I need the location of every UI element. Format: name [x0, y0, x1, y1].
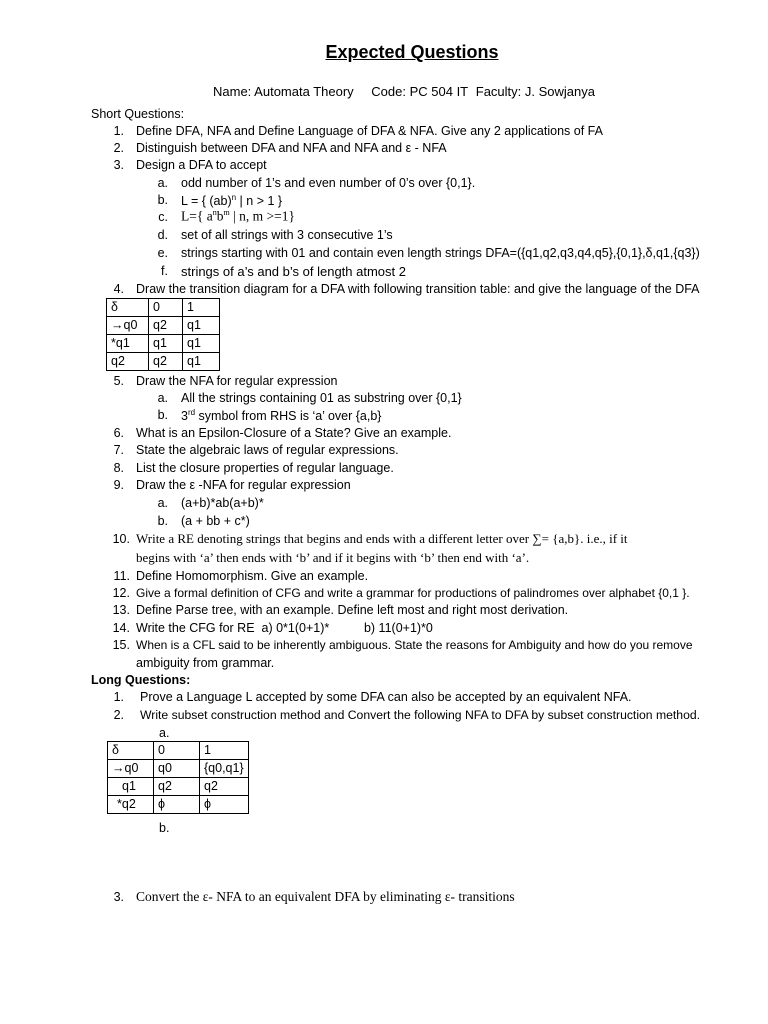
long-question-2a: a.	[159, 726, 170, 740]
table-row: *q2 ϕ ϕ	[108, 796, 249, 814]
short-questions-heading: Short Questions:	[91, 107, 185, 121]
course-faculty: Faculty: J. Sowjanya	[475, 84, 595, 99]
long-questions-heading: Long Questions:	[91, 673, 191, 687]
table-row: *q1 q1 q1	[107, 335, 220, 353]
nfa-transition-table	[107, 741, 249, 814]
table-row: →q0 q2 q1	[107, 317, 220, 335]
dfa-transition-table	[106, 298, 220, 371]
question-10-continued: begins with ‘a’ then ends with ‘b’ and if it begins with ‘b’ then end with ‘a’.	[136, 550, 530, 565]
table-row: q2 q2 q1	[107, 353, 220, 371]
question-15-continued: ambiguity from grammar.	[136, 656, 275, 670]
table-row: →q0 q0 {q0,q1}	[108, 760, 249, 778]
table-row: δ 0 1	[107, 299, 220, 317]
table-row: q1 q2 q2	[108, 778, 249, 796]
long-question-2b: b.	[159, 821, 170, 835]
course-name: Name: Automata Theory	[213, 84, 354, 99]
course-code: Code: PC 504 IT	[371, 84, 469, 99]
document-title: Expected Questions	[325, 42, 499, 62]
table-row: δ 0 1	[108, 742, 249, 760]
course-meta	[213, 84, 609, 99]
